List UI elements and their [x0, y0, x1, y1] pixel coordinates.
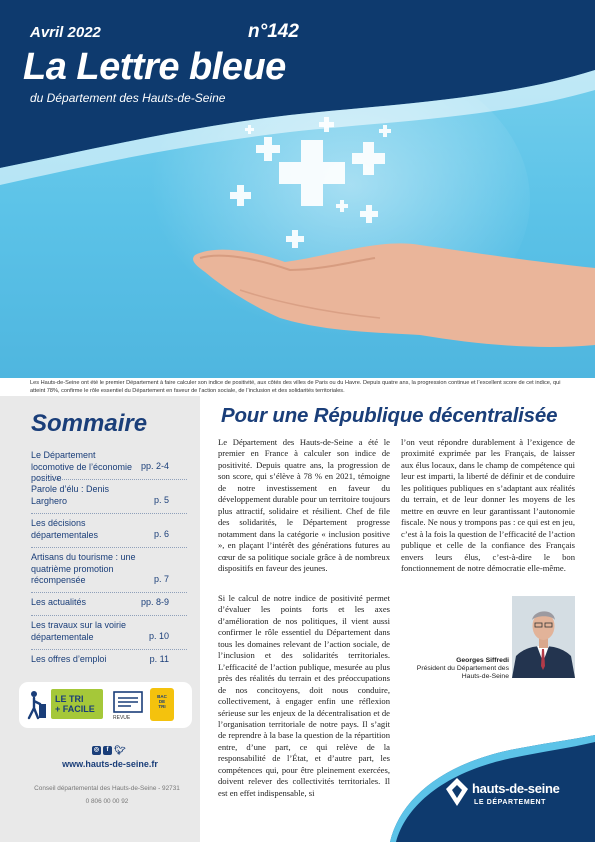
toc-item-label: Les décisions départementales	[31, 518, 99, 540]
toc-item-label: Les actualités	[31, 597, 87, 607]
divider	[31, 513, 187, 514]
twitter-icon[interactable]: 🐦︎	[114, 745, 126, 755]
toc-item[interactable]	[31, 518, 187, 541]
recycling-person-icon	[25, 690, 47, 720]
phone-number: 0 806 00 00 92	[85, 798, 129, 805]
signature-role: Président du Département des Hauts-de-Seine	[416, 665, 509, 680]
toc-item[interactable]	[31, 597, 187, 609]
recycling-badge	[19, 682, 192, 728]
toc-item-page: pp. 8-9	[140, 597, 169, 607]
newsletter-subtitle: du Département des Hauts-de-Seine	[30, 91, 226, 105]
photo-caption: Les Hauts-de-Seine ont été le premier Département à faire calculer son indice de positivité, aux côtés des villes de Paris ou du Havre. Depuis quatre ans, la progression continue et l’excellent score de cet indice, qui atteint 78%, confirme le rôle essentiel du Département en faveur de l’action sociale, de l’inclusion et des solidarités territoriales.	[30, 380, 561, 394]
toc-item-label: Artisans du tourisme : une quatrième promotion récompensée	[31, 552, 136, 585]
website-link[interactable]: www.hauts-de-seine.fr	[62, 759, 158, 769]
toc-item-label: Parole d’élu : Denis Larghero	[31, 484, 110, 506]
author-portrait	[512, 596, 575, 678]
toc-item-page: pp. 2-4	[140, 461, 169, 471]
toc-item-label: Les offres d’emploi	[31, 654, 107, 664]
toc-item[interactable]	[31, 654, 187, 666]
social-links	[92, 745, 126, 755]
toc-item-label: Les travaux sur la voirie départementale	[31, 620, 127, 642]
revue-label: REVUE	[113, 715, 131, 721]
newsletter-title: La Lettre bleue	[23, 46, 286, 88]
issue-date: Avril 2022	[30, 24, 101, 41]
sommaire-title: Sommaire	[31, 410, 148, 437]
portrait-image	[512, 596, 575, 678]
toc-item-label: Le Département locomotive de l’économie positive	[31, 450, 133, 483]
bac-label: BAC DE TRI	[157, 694, 167, 709]
article-title: Pour une République décentralisée	[221, 404, 558, 427]
article-paragraph: Le Département des Hauts-de-Seine a été le premier en France à calculer son indice de positivité. Depuis quatre ans, la progression de son score, qui s’élève à 78 % en 2021, témoigne de notre investissement en faveur du développement durable pour un territoire toujours plus attractif, solidaire et résilient. Chef de file des solidarités, le Département progresse notamment dans la catégorie « inclusion positive », en plaçant l’intérêt des générations futures au cœur de sa politique sociale grâce à de nombreux dispositifs en faveur des jeunes.	[218, 437, 390, 573]
council-address: Conseil départemental des Hauts-de-Seine - 92731	[34, 785, 180, 792]
divider	[31, 615, 187, 616]
tri-label-line2: + FACILE	[55, 704, 95, 714]
logo-name: hauts-de-seine	[472, 781, 560, 796]
divider	[31, 547, 187, 548]
divider	[31, 649, 187, 650]
divider	[31, 479, 187, 480]
tri-label	[55, 694, 95, 714]
signature-name: Georges Siffredi	[456, 657, 509, 664]
instagram-icon[interactable]: ◎	[93, 747, 100, 753]
toc-item-page: p. 6	[153, 529, 169, 539]
toc-item-page: p. 10	[148, 631, 169, 641]
article-column	[218, 593, 390, 799]
logo-tagline: LE DÉPARTEMENT	[474, 799, 547, 806]
divider	[31, 592, 187, 593]
toc-item[interactable]	[31, 552, 187, 587]
article-paragraph: Si le calcul de notre indice de positivité permet d’évaluer les points forts et les axes d’amélioration de nos politiques, il vient aussi confirmer le rôle essentiel du Département dans tous les domaines relevant de l’action sociale, de l’inclusion et des solidarités territoriales. L’efficacité de l’action publique, mesurée au plus près des réalités du terrain et des préoccupations de nos concitoyens, doit nous conduire, collectivement, à engager enfin une réflexion sérieuse sur les enjeux de la décentralisation et de l’organisation territoriale de notre pays. Il s’agit de reprendre à la base la question de la répartition entre, d’une part, ce qui relève de la responsabilité de l’État, et d’autre part, les compétences qui, pour être pleinement exercées, doivent relever des collectivités territoriales. Il est en effet indispensable, si	[218, 593, 390, 798]
toc-item-page: p. 7	[153, 574, 169, 584]
issue-number: n°142	[248, 21, 299, 42]
article-paragraph: l’on veut répondre durablement à l’exigence de proximité exprimée par les Français, de laisser aux élus locaux, dans le champ de compétence qui leur est imparti, la liberté de définir et de conduire les politiques publiques en s’adaptant aux réalités du terrain, et de leur donner les moyens de les mettre en œuvre en leur garantissant l’autonomie fiscale. Ne nous y trompons pas : ce qui est en jeu, c’est à la fois la question de l’efficacité de l’action publique et celle de la confiance des Français envers leurs élus, c’est-à-dire le bon fonctionnement de notre démocratie elle-même.	[401, 437, 575, 573]
article-column	[401, 437, 575, 574]
toc-item-page: p. 11	[149, 654, 169, 664]
toc-item-page: p. 5	[153, 495, 169, 505]
tri-label-line1: LE TRI	[55, 694, 84, 704]
toc-item[interactable]	[31, 620, 187, 643]
article-column	[218, 437, 390, 574]
toc-item[interactable]	[31, 484, 187, 507]
facebook-icon[interactable]: f	[103, 746, 112, 755]
magazine-icon	[113, 691, 143, 713]
hauts-de-seine-logo-icon	[445, 777, 469, 807]
sommaire-sidebar	[0, 396, 200, 842]
cover-photo	[0, 0, 595, 378]
